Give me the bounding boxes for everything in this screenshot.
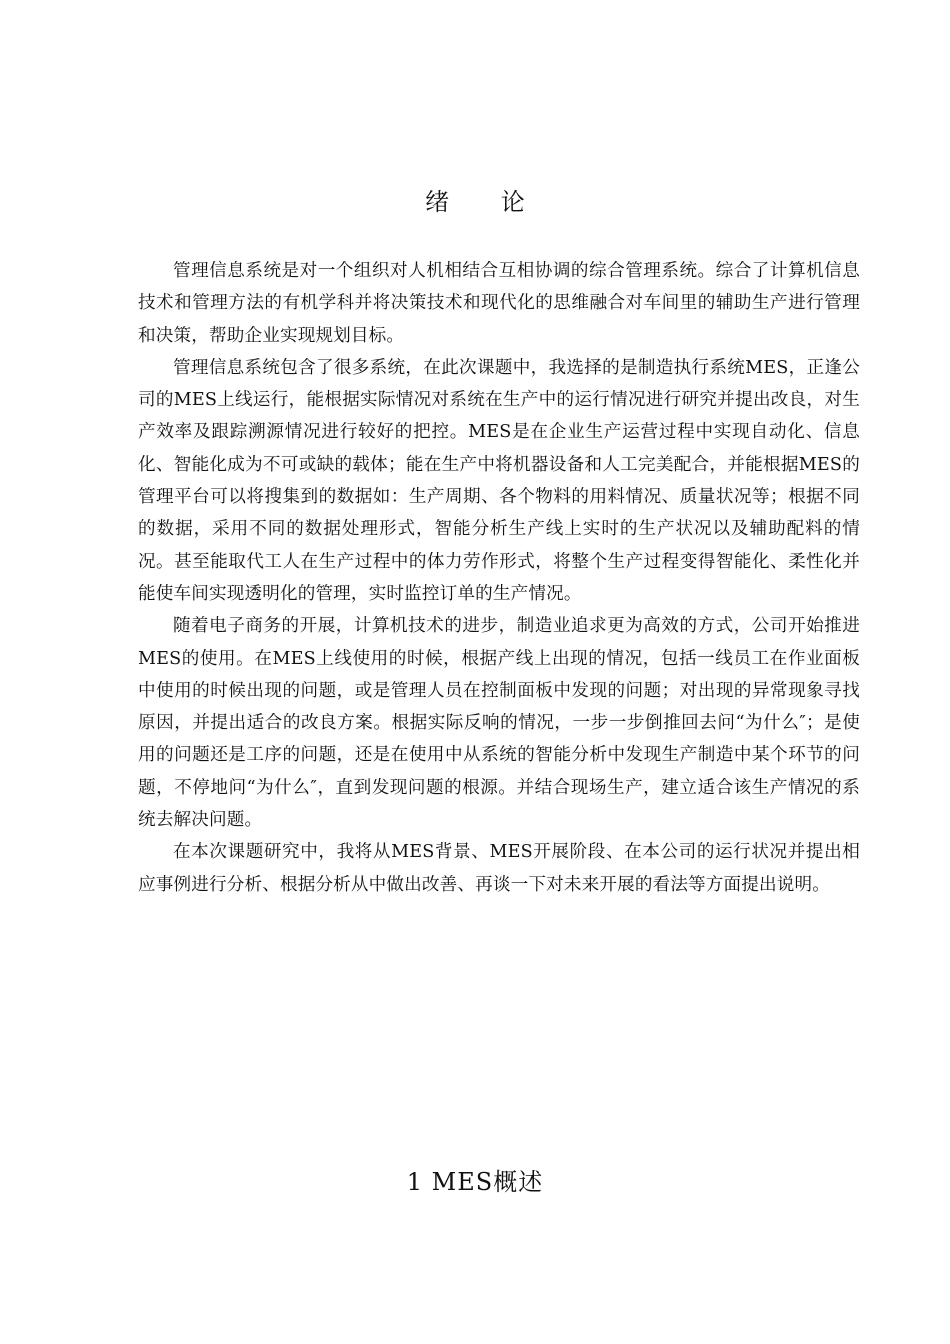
paragraph-2: 管理信息系统包含了很多系统，在此次课题中，我选择的是制造执行系统MES，正逢公司的MES上线运行，能根据实际情况对系统在生产中的运行情况进行研究并提出改良，对生产效率及跟踪溯源情况进行较好的把控。MES是在企业生产运营过程中实现自动化、信息化、智能化成为不可或缺的载体；能在生产中将机器设备和人工完美配合，并能根据MES的管理平台可以将搜集到的数据如：生产周期、各个物料的用料情况、质量状况等；根据不同的数据，采用不同的数据处理形式，智能分析生产线上实时的生产状况以及辅助配料的情况。甚至能取代工人在生产过程中的体力劳作形式，将整个生产过程变得智能化、柔性化并能使车间实现透明化的管理，实时监控订单的生产情况。 — [138, 357, 860, 604]
paragraph-3: 随着电子商务的开展，计算机技术的进步，制造业追求更为高效的方式，公司开始推进MES的使用。在MES上线使用的时候，根据产线上出现的情况，包括一线员工在作业面板中使用的时候出现的问题，或是管理人员在控制面板中发现的问题；对出现的异常现象寻找原因，并提出适合的改良方案。根据实际反响的情况，一步一步倒推回去问“为什么″；是使用的问题还是工序的问题，还是在使用中从系统的智能分析中发现生产制造中某个环节的问题，不停地问“为什么″，直到发现问题的根源。并结合现场生产，建立适合该生产情况的系统去解决问题。 — [138, 616, 860, 831]
document-body — [138, 255, 860, 901]
intro-heading: 绪 论 — [425, 188, 547, 216]
section-heading: 1 MES概述 — [406, 1168, 544, 1196]
paragraph-4: 在本次课题研究中，我将从MES背景、MES开展阶段、在本公司的运行状况并提出相应事例进行分析、根据分析从中做出改善、再谈一下对未来开展的看法等方面提出说明。 — [138, 842, 860, 895]
paragraph-1: 管理信息系统是对一个组织对人机相结合互相协调的综合管理系统。综合了计算机信息技术和管理方法的有机学科并将决策技术和现代化的思维融合对车间里的辅助生产进行管理和决策，帮助企业实现规划目标。 — [138, 261, 860, 346]
